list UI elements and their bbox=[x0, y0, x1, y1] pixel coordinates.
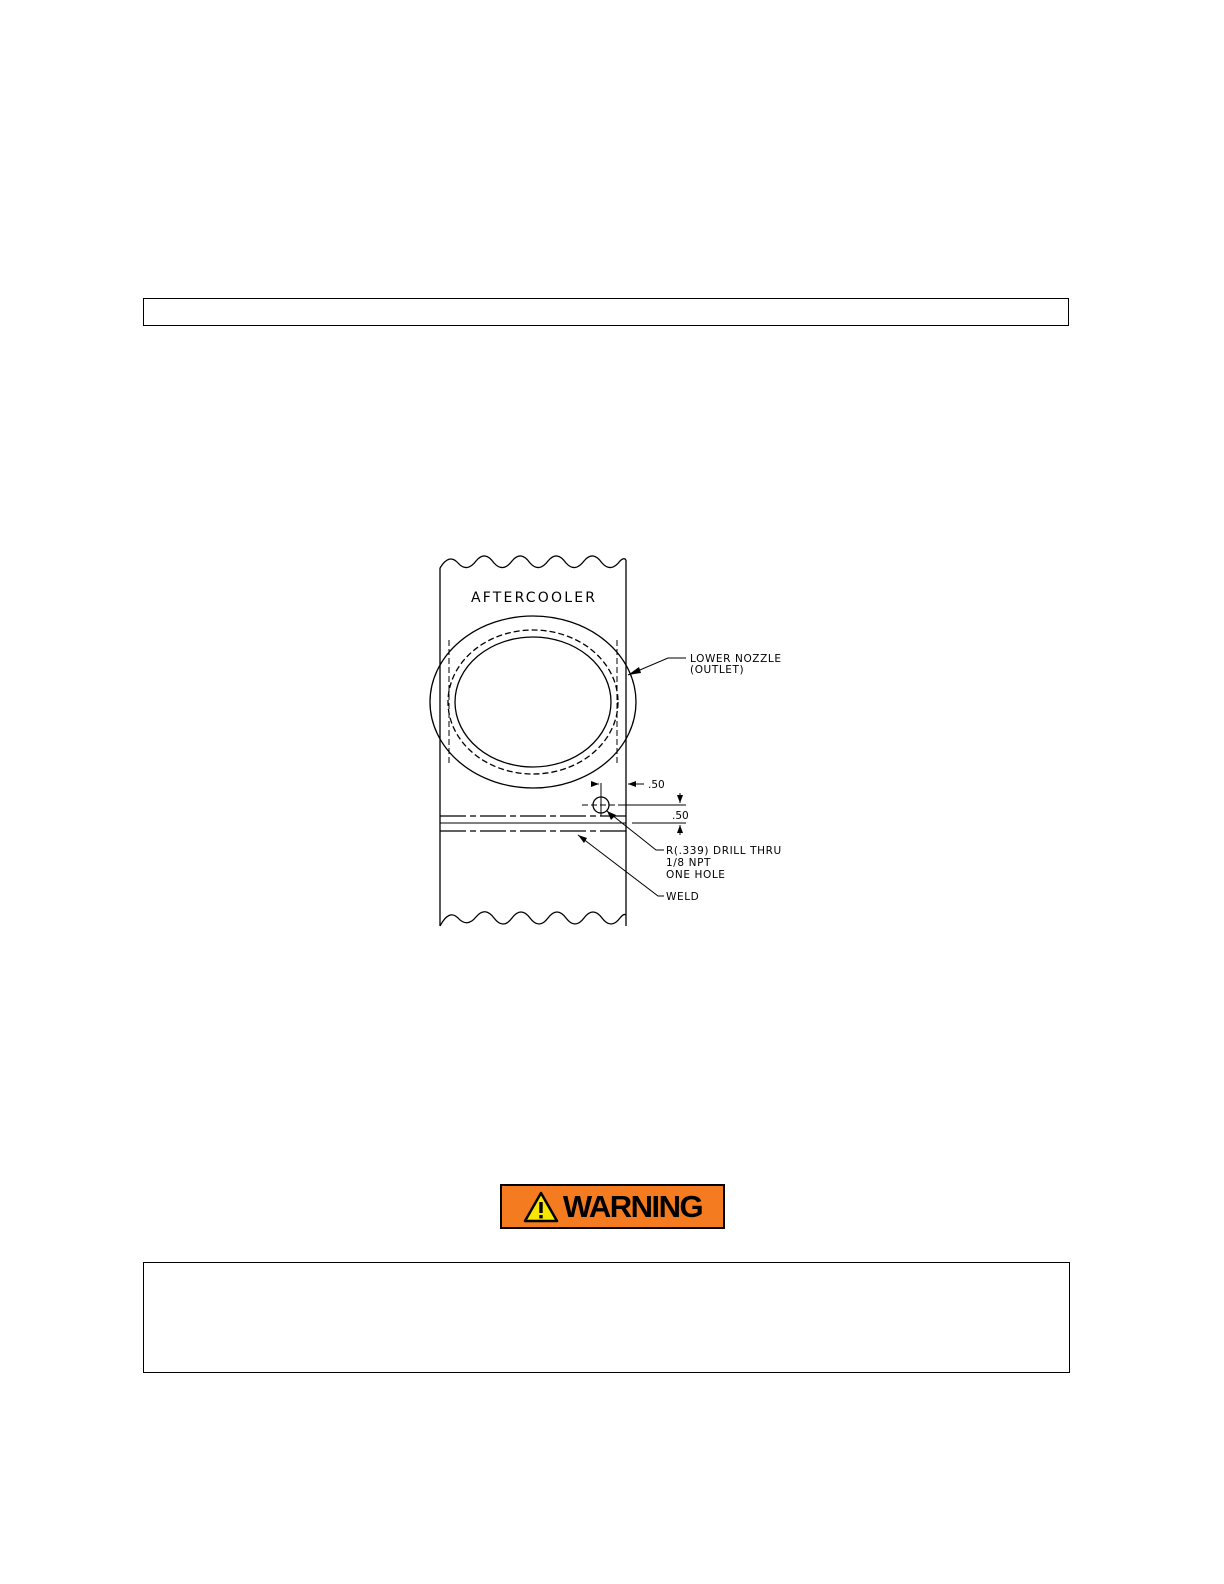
hole-callout-line2: 1/8 NPT bbox=[666, 857, 712, 869]
weld-leader bbox=[578, 835, 664, 896]
bottom-break-line bbox=[440, 912, 626, 926]
dimension-vertical-label: .50 bbox=[672, 810, 689, 822]
nozzle-outer-ellipse bbox=[430, 616, 636, 788]
nozzle-callout-line1: LOWER NOZZLE bbox=[690, 653, 782, 665]
top-break-line bbox=[440, 556, 626, 568]
warning-triangle-icon bbox=[523, 1191, 559, 1223]
nozzle-callout-line2: (OUTLET) bbox=[690, 664, 745, 676]
dimension-horizontal-label: .50 bbox=[648, 779, 665, 791]
weld-callout: WELD bbox=[666, 891, 700, 903]
hole-callout-line3: ONE HOLE bbox=[666, 869, 726, 881]
hole-callout-line1: R(.339) DRILL THRU bbox=[666, 845, 782, 857]
warning-label-banner bbox=[500, 1184, 725, 1229]
warning-label: WARNING bbox=[562, 1189, 703, 1224]
nozzle-inner-ellipse bbox=[455, 637, 611, 767]
nozzle-dashed-ellipse bbox=[448, 630, 618, 774]
warning-text-frame bbox=[143, 1262, 1070, 1373]
drawing-title: AFTERCOOLER bbox=[471, 590, 598, 606]
